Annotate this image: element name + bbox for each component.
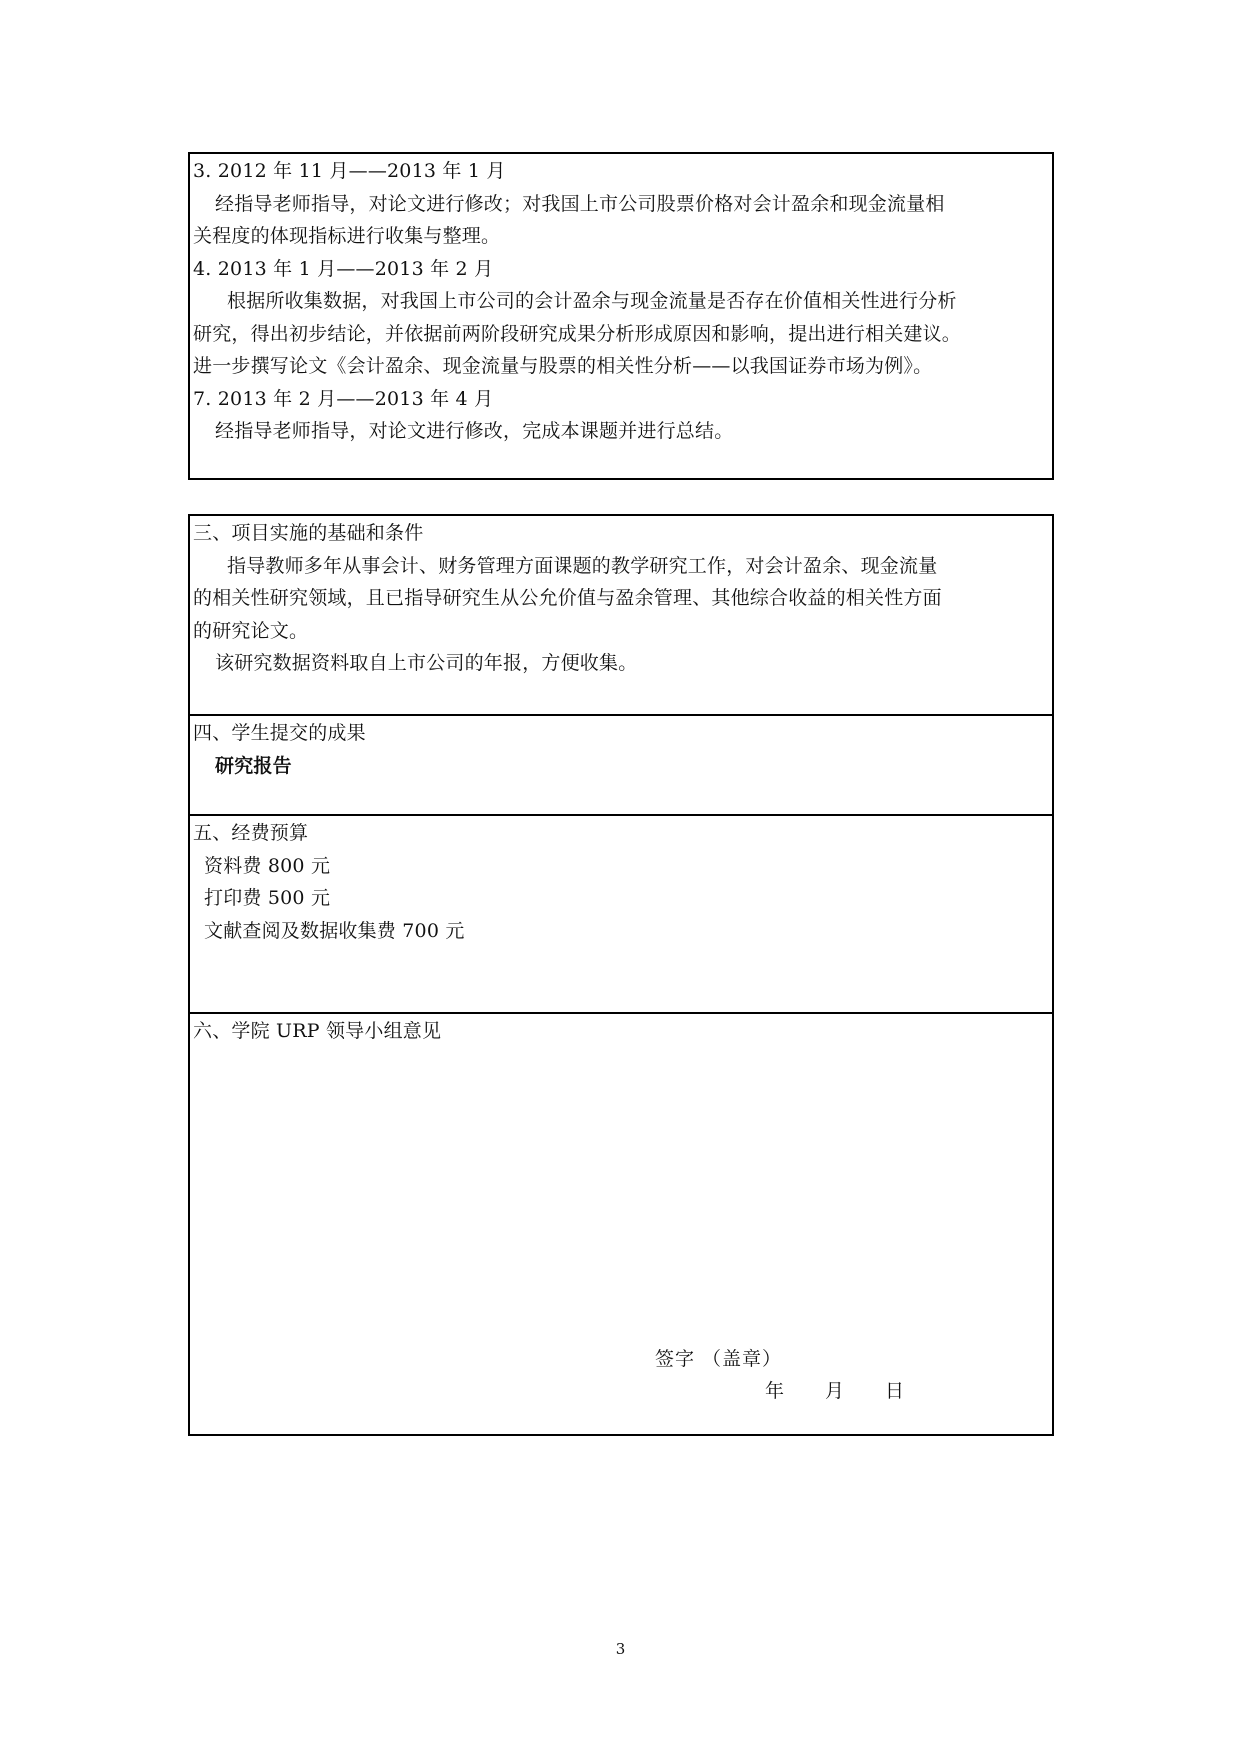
section4-deliverable: 研究报告 [215,754,292,777]
phase4-body-line-2: 研究，得出初步结论，并依据前两阶段研究成果分析形成原因和影响，提出进行相关建议。 [193,322,962,345]
budget-item-literature-data: 文献查阅及数据收集费 700 元 [204,919,465,942]
phase4-heading: 4. 2013 年 1 月——2013 年 2 月 [193,257,494,280]
budget-item-printing: 打印费 500 元 [204,887,331,909]
phase3-body-line-1: 经指导老师指导，对论文进行修改；对我国上市公司股票价格对会计盈余和现金流量相 [215,192,945,215]
section-student-deliverables [190,714,1052,814]
section-budget [190,814,1052,1012]
signature-label: 签字 （盖章） [655,1348,783,1370]
section5-heading: 五、经费预算 [193,822,309,844]
phase4-body-line-3: 进一步撰写论文《会计盈余、现金流量与股票的相关性分析——以我国证券市场为例》。 [193,355,933,377]
section-basis-conditions [190,517,1052,714]
section3-heading: 三、项目实施的基础和条件 [193,522,424,544]
section3-body-line-2: 的相关性研究领域，且已指导研究生从公允价值与盈余管理、其他综合收益的相关性方面 [193,587,942,609]
budget-item-materials: 资料费 800 元 [204,854,331,877]
section4-heading: 四、学生提交的成果 [193,722,366,744]
phase3-body-line-2: 关程度的体现指标进行收集与整理。 [193,225,501,247]
phase3-heading: 3. 2012 年 11 月——2013 年 1 月 [193,160,506,182]
page-number: 3 [615,1640,626,1658]
project-form-table [188,514,1054,1436]
phase7-heading: 7. 2013 年 2 月——2013 年 4 月 [193,387,494,410]
date-label: 年 月 日 [765,1380,906,1402]
section3-body-line-4: 该研究数据资料取自上市公司的年报，方便收集。 [215,652,638,674]
section3-body-line-3: 的研究论文。 [193,619,309,642]
phase7-body: 经指导老师指导，对论文进行修改，完成本课题并进行总结。 [215,420,734,442]
phase4-body-line-1: 根据所收集数据，对我国上市公司的会计盈余与现金流量是否存在价值相关性进行分析 [227,290,957,312]
section6-heading: 六、学院 URP 领导小组意见 [193,1020,442,1042]
section-college-opinion [190,1012,1052,1435]
section3-body-line-1: 指导教师多年从事会计、财务管理方面课题的教学研究工作，对会计盈余、现金流量 [227,554,938,577]
schedule-table [188,152,1054,480]
